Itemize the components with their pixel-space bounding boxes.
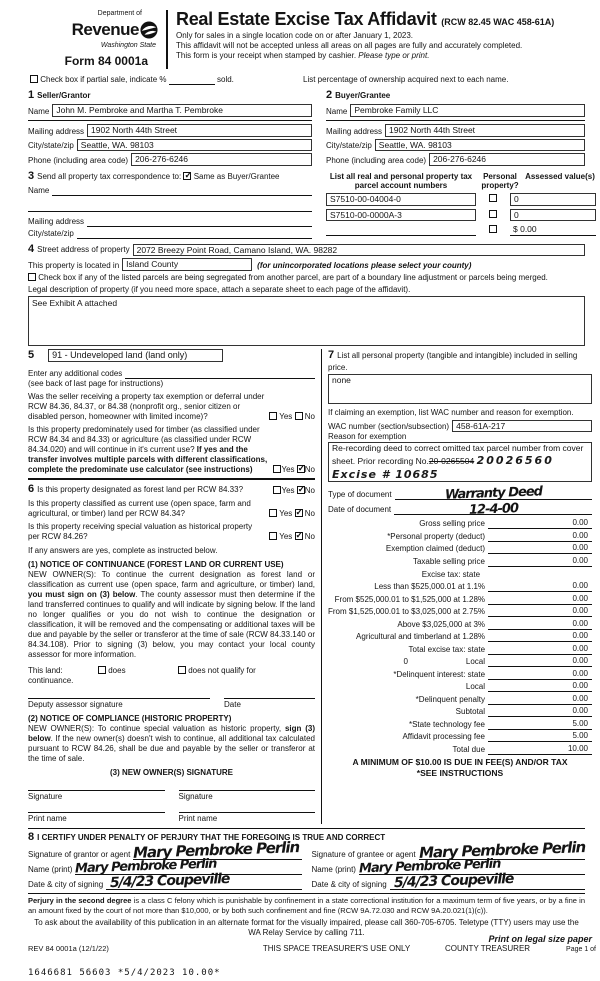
notice1-body-b: you must sign on (3) below — [28, 590, 136, 600]
exemption-fees-column — [322, 349, 592, 825]
new-owners-signature-title: (3) NEW OWNER(S) SIGNATURE — [110, 768, 233, 778]
grantee-name-handwritten: Mary Pembroke Perlin — [358, 856, 501, 877]
treasurer-space-label: THIS SPACE TREASURER'S USE ONLY — [262, 943, 411, 953]
correspondence-city-label: City/state/zip — [28, 228, 74, 238]
grantee-name-print-label: Name (print) — [311, 865, 356, 875]
section6-number: 6 — [28, 482, 35, 495]
s5-q2-text: Is this property predominately used for timber (as classified under RCW 84.34 and 84.33) or agriculture (as classified under RCW 84.34.020) and will continue in it's current use? — [28, 424, 260, 454]
fee-field-delinq-penalty[interactable] — [488, 694, 592, 705]
seller-mailing-field[interactable]: 1902 North 44th Street — [87, 124, 312, 137]
s6-q1-text: Is this property designated as forest land per RCW 84.33? — [37, 484, 244, 494]
fee-label-processing-fee: Affidavit processing fee — [402, 732, 486, 742]
owner-signature-label-1: Signature — [28, 792, 63, 802]
grantee-date-city-field[interactable] — [390, 871, 585, 892]
s6-q3-no-label: No — [304, 532, 315, 542]
page-number-note: Page 1 of — [566, 946, 596, 954]
header-note-3a: This form is your receipt when stamped by cashier. — [176, 51, 359, 60]
parcel-row — [326, 224, 596, 236]
s5-q2-yes-checkbox[interactable] — [273, 465, 281, 473]
fee-field-personal[interactable] — [488, 531, 592, 542]
s6-q1-no-checkbox[interactable] — [297, 486, 305, 494]
notice2-body-c: . If the new owner(s) doesn't wish to continue, all additional tax calculated pursuant to RCW 84.26, shall be due and payable by the seller or transferor at the time of sale. — [28, 734, 315, 764]
notice1-body-c: . The county assessor must then determine if the land transferred continues to qualify and will indicate by signing below. If the land no longer qualifies or you do not wish to continue the designation or classification, it will be removed and the compensating or additional taxes will be due and payable by the seller or transferor at the time of sale (RCW 84.33.140 or 84.34.108). Prior to signing (3) below, you may contact your local county assessor for more information. — [28, 590, 316, 660]
form-revision-label: REV 84 0001a (12/1/22) — [28, 943, 109, 953]
fee-field-tier3[interactable] — [488, 606, 592, 617]
s6-q3-text: Is this property receiving special valuation as historical property per RCW 84.26? — [28, 522, 253, 542]
page-title — [176, 10, 585, 28]
buyer-grantee-block — [320, 89, 585, 166]
s6-q3-yes-label: Yes — [279, 532, 293, 542]
buyer-name-label: Name — [326, 106, 348, 116]
deputy-assessor-signature-field[interactable] — [28, 698, 210, 710]
grantee-date-city-handwritten: 5/4/23 Coupeville — [393, 871, 514, 892]
fee-label-agricultural: Agricultural and timberland at 1.28% — [356, 632, 486, 642]
grantee-date-city-label: Date & city of signing — [311, 880, 387, 890]
land-qualify-row — [28, 666, 315, 676]
grantor-date-city-field[interactable] — [106, 871, 301, 892]
question-current-use — [28, 499, 315, 519]
local-rate-value: 0 — [403, 657, 408, 667]
dept-of-label: Department of — [97, 10, 142, 17]
section6-divider — [28, 478, 315, 480]
correspondence-block — [28, 170, 320, 239]
cashier-stamp: 1646681 56603 *5/4/2023 10.00* — [28, 967, 221, 978]
alternate-format-note: To ask about the availability of this publication in an alternate format for the visually impaired, please call 360-705-6705. Teletype (TTY) users may use the WA Relay Service by calling 711. — [34, 917, 579, 937]
notice2-body-a: NEW OWNER(S): To continue special valuation as historic property, — [28, 724, 285, 734]
grantee-signature-handwritten: Mary Pembroke Perlin — [418, 838, 586, 863]
buyer-phone-label: Phone (including area code) — [326, 155, 427, 165]
continuance-label: continuance. — [28, 676, 74, 686]
notice1-title: (1) NOTICE OF CONTINUANCE (FOREST LAND OR CURRENT USE) — [28, 560, 284, 570]
s5-q2-no-checkbox[interactable] — [297, 465, 305, 473]
owner-signature-field-1[interactable] — [28, 790, 165, 802]
grantor-name-print-label: Name (print) — [28, 865, 73, 875]
question-exemption-deferral — [28, 392, 315, 422]
perjury-body-text: is a class C felony which is punishable by confinement in a state correctional institution for a maximum term of five years, or by a fine in an amount fixed by the court of not more than $10,000, or by both such confinement and fine (RCW 9A.72.030 and RCW 9A.20.021(1)(c)). — [28, 896, 586, 915]
fee-value-processing-fee: 5.00 — [572, 731, 589, 741]
partial-sale-sold-label: sold. — [217, 74, 234, 84]
county-treasurer-label: COUNTY TREASURER — [445, 943, 531, 953]
seller-divider — [28, 120, 312, 121]
s6-q1-no-label: No — [304, 486, 315, 496]
s5-q2-bold-text: If yes and the transfer involves multiple parcels with different classifications, complete the predominate use calculator (see instructions) — [28, 444, 268, 474]
parcel-number-field-1[interactable]: S7510-00-04004-0 — [326, 193, 476, 206]
correspondence-name-label: Name — [28, 185, 50, 195]
land-does-checkbox[interactable] — [98, 666, 106, 674]
same-as-buyer-checkbox[interactable] — [183, 172, 191, 180]
personal-property-intro: List all personal property (tangible and intangible) included in selling price. — [328, 350, 578, 372]
fee-field-total-due[interactable] — [488, 744, 592, 755]
land-does-label: does — [108, 666, 126, 676]
reason-for-exemption-label: Reason for exemption — [328, 432, 407, 442]
seller-phone-label: Phone (including area code) — [28, 155, 129, 165]
question-historical — [28, 522, 315, 542]
fee-value-total-due: 10.00 — [567, 743, 589, 753]
s6-q2-no-checkbox[interactable] — [295, 509, 303, 517]
personal-property-checkbox-3[interactable] — [489, 225, 497, 233]
parcel-row — [326, 209, 596, 222]
owner-signature-row — [28, 790, 315, 802]
s6-q2-yes-label: Yes — [279, 509, 293, 519]
dor-swirl-icon — [140, 32, 158, 41]
buyer-city-field[interactable]: Seattle, WA. 98103 — [375, 139, 585, 152]
parcel-number-field-2[interactable]: S7510-00-0000A-3 — [326, 209, 476, 222]
header-note-3b: Please type or print. — [358, 51, 430, 60]
wac-number-label: WAC number (section/subsection) — [328, 422, 450, 432]
correspondence-city-field[interactable] — [77, 230, 312, 239]
excise-tax-state-header: Excise tax: state — [421, 569, 481, 579]
dor-logo — [28, 10, 166, 69]
legal-description-label: Legal description of property (if you need more space, attach a separate sheet to each page of the affidavit). — [28, 284, 411, 294]
personal-property-header: Personal property? — [481, 171, 519, 190]
fee-value-taxable: 0.00 — [572, 555, 589, 565]
section1-number: 1 — [28, 88, 35, 101]
fee-field-processing-fee[interactable] — [488, 731, 592, 742]
owner-signature-field-2[interactable] — [179, 790, 316, 802]
reason-line-1: Re-recording deed to correct omitted tax parcel number from cover — [332, 443, 584, 454]
legal-description-field[interactable]: See Exhibit A attached — [28, 296, 585, 346]
same-as-buyer-label: Same as Buyer/Grantee — [193, 171, 280, 181]
parties-section — [28, 89, 585, 166]
fee-field-tech-fee[interactable] — [488, 719, 592, 730]
s5-q2-no-label: No — [304, 464, 315, 474]
notice2-title: (2) NOTICE OF COMPLIANCE (HISTORIC PROPERTY) — [28, 714, 232, 724]
section1-title: Seller/Grantor — [37, 90, 91, 100]
fee-label-tier3: From $1,525,000.01 to $3,025,000 at 2.75% — [328, 607, 486, 617]
correspondence-mailing-field[interactable] — [87, 218, 312, 227]
correspondence-extra-field[interactable] — [28, 203, 312, 212]
s6-q1-yes-label: Yes — [281, 486, 295, 496]
section4-number: 4 — [28, 242, 35, 255]
personal-property-checkbox-1[interactable] — [489, 194, 497, 202]
notice1-body — [28, 570, 315, 660]
fee-value-agricultural: 0.00 — [572, 631, 589, 641]
fees-table — [328, 518, 592, 778]
date-of-document-field[interactable] — [394, 501, 592, 519]
fee-label-gross: Gross selling price — [419, 519, 486, 529]
fee-label-taxable: Taxable selling price — [412, 556, 486, 566]
grantor-signature-handwritten: Mary Pembroke Perlin — [133, 838, 300, 863]
washington-state-label: Washington State — [100, 41, 156, 49]
fee-value-gross: 0.00 — [572, 518, 589, 528]
fee-field-tier4[interactable] — [488, 619, 592, 630]
fee-value-delinq-interest: 0.00 — [572, 668, 589, 678]
partial-sale-percent-field[interactable] — [169, 76, 215, 85]
segregated-checkbox[interactable] — [28, 273, 36, 281]
fee-label-subtotal: Subtotal — [455, 707, 486, 717]
grantee-signing-block — [311, 838, 586, 892]
correspondence-mailing-label: Mailing address — [28, 216, 85, 226]
s6-q2-text: Is this property classified as current use (open space, farm and agricultural, or timber) land per RCW 84.34? — [28, 499, 251, 519]
fee-field-local2[interactable] — [488, 681, 592, 692]
property-section — [28, 243, 585, 346]
print-legal-size-note: Print on legal size paper — [488, 934, 592, 944]
grantor-date-city-handwritten: 5/4/23 Coupeville — [109, 871, 230, 892]
form-number: Form 84 0001a — [64, 53, 148, 68]
fee-value-local1: 0.00 — [572, 656, 589, 666]
section5-number: 5 — [28, 348, 35, 361]
seller-city-field[interactable]: Seattle, WA. 98103 — [77, 139, 312, 152]
fee-value-local2: 0.00 — [572, 681, 589, 691]
fee-label-total-due: Total due — [452, 744, 486, 754]
ownership-percentage-note: List percentage of ownership acquired next to each name. — [303, 74, 509, 84]
street-address-label: Street address of property — [37, 244, 130, 254]
segregated-label: Check box if any of the listed parcels are being segregated from another parcel, are part of a boundary line adjustment or parcels being merged. — [38, 272, 548, 282]
s6-q2-no-label: No — [304, 509, 315, 519]
partial-sale-checkbox[interactable] — [30, 75, 38, 83]
fee-field-total-state[interactable] — [488, 644, 592, 655]
fee-value-exemption: 0.00 — [572, 543, 589, 553]
grantor-signature-label: Signature of grantor or agent — [28, 850, 131, 860]
section3-number: 3 — [28, 169, 35, 182]
fee-label-delinq-penalty: *Delinquent penalty — [415, 694, 486, 704]
reason-for-exemption-field[interactable] — [328, 442, 592, 482]
grantor-signing-block — [28, 838, 312, 892]
reason-line-2-text: sheet. Prior recording No. — [332, 455, 429, 466]
form-title-text: Real Estate Excise Tax Affidavit — [176, 9, 437, 29]
fee-field-delinq-interest[interactable] — [488, 669, 592, 680]
seller-grantor-block — [28, 89, 320, 166]
assessed-values-header: Assessed value(s) — [525, 171, 595, 181]
date-of-document-label: Date of document — [328, 505, 392, 515]
correspondence-parcels-section — [28, 169, 595, 239]
form-header — [28, 10, 585, 69]
notice2-body-b: sign (3) below — [28, 724, 315, 744]
county-field[interactable]: Island County — [122, 258, 252, 271]
perjury-notice — [28, 893, 585, 915]
title-block — [168, 10, 585, 61]
see-instructions-note: *SEE INSTRUCTIONS — [416, 767, 504, 778]
seller-name-label: Name — [28, 106, 50, 116]
deputy-assessor-label: Deputy assessor signature — [28, 700, 123, 710]
header-subtext — [176, 31, 585, 61]
if-any-yes-note: If any answers are yes, complete as instructed below. — [28, 546, 218, 556]
question-predominate-use — [28, 425, 315, 475]
land-use-code-field[interactable]: 91 - Undeveloped land (land only) — [48, 349, 223, 362]
section3-label: Send all property tax correspondence to: — [37, 171, 182, 181]
section2-title: Buyer/Grantee — [335, 90, 391, 100]
perjury-bold-text: Perjury in the second degree — [28, 896, 132, 906]
land-does-not-checkbox[interactable] — [178, 666, 186, 674]
assessed-value-field-3[interactable]: $ 0.00 — [510, 224, 596, 236]
fee-value-tier1: 0.00 — [572, 581, 589, 591]
excise-number-handwritten: Excise # 10685 — [332, 467, 439, 481]
fee-label-tier2: From $525,000.01 to $1,525,000 at 1.28% — [334, 594, 486, 604]
wac-number-field[interactable]: 458-61A-217 — [452, 420, 592, 433]
partial-sale-label: Check box if partial sale, indicate % — [40, 74, 167, 84]
assessed-value-field-2[interactable]: 0 — [510, 209, 596, 222]
assessor-signature-row — [28, 698, 315, 710]
buyer-name-field[interactable]: Pembroke Family LLC — [350, 104, 585, 117]
buyer-mailing-field[interactable]: 1902 North 44th Street — [385, 124, 585, 137]
assessor-date-field[interactable] — [224, 698, 315, 710]
buyer-city-label: City/state/zip — [326, 141, 372, 151]
use-questions-column — [28, 349, 322, 825]
fee-field-agricultural[interactable] — [488, 631, 592, 642]
personal-property-checkbox-2[interactable] — [489, 210, 497, 218]
s5-q1-text: Was the seller receiving a property tax exemption or deferral under RCW 84.36, 84.37, or 84.38 (nonprofit org., senior citizen or disabled person, homeowner with limited income)? — [28, 391, 265, 421]
fee-field-exemption[interactable] — [488, 543, 592, 554]
additional-codes-note: (see back of last page for instructions) — [28, 378, 164, 388]
parcel-number-field-3[interactable] — [326, 225, 476, 236]
fee-value-tier4: 0.00 — [572, 618, 589, 628]
additional-codes-label: Enter any additional codes — [28, 368, 123, 378]
buyer-phone-field[interactable]: 206-276-6246 — [429, 153, 585, 166]
header-note-3 — [176, 51, 585, 61]
s6-q3-no-checkbox[interactable] — [295, 532, 303, 540]
fee-value-personal: 0.00 — [572, 530, 589, 540]
owner-printname-field-2[interactable] — [179, 812, 316, 824]
s5-q1-yes-checkbox[interactable] — [269, 412, 277, 420]
section7-number: 7 — [328, 348, 335, 361]
s5-q1-no-checkbox[interactable] — [295, 412, 303, 420]
question-forest-land — [28, 483, 315, 497]
date-of-document-handwritten: 12-4-00 — [468, 501, 518, 519]
this-land-label: This land: — [28, 666, 63, 676]
s5-q1-no-label: No — [304, 411, 315, 421]
buyer-mailing-label: Mailing address — [326, 126, 383, 136]
grantor-date-city-label: Date & city of signing — [28, 880, 104, 890]
owner-printname-field-1[interactable] — [28, 812, 165, 824]
header-note-1: Only for sales in a single location code on or after January 1, 2023. — [176, 31, 414, 40]
street-address-field[interactable]: 2072 Breezy Point Road, Camano Island, WA. 98282 — [133, 244, 585, 257]
personal-property-field[interactable]: none — [328, 374, 592, 404]
minimum-due-note: A MINIMUM OF $10.00 IS DUE IN FEE(S) AND/OR TAX — [352, 756, 568, 767]
parcels-header — [326, 172, 596, 190]
buyer-divider — [326, 120, 585, 121]
fee-label-exemption: Exemption claimed (deduct) — [385, 544, 486, 554]
parcel-row — [326, 193, 596, 206]
county-note: (for unincorporated locations please select your county) — [257, 260, 472, 270]
prior-recording-struck: 20-0265504 — [428, 455, 475, 466]
fee-value-total-state: 0.00 — [572, 643, 589, 653]
partial-sale-left — [30, 75, 234, 85]
fee-value-tier2: 0.00 — [572, 593, 589, 603]
type-of-document-field[interactable] — [395, 484, 592, 504]
seller-phone-field[interactable]: 206-276-6246 — [131, 153, 312, 166]
fee-field-local1[interactable] — [488, 656, 592, 667]
print-note-block — [488, 934, 596, 955]
s6-q3-yes-checkbox[interactable] — [269, 532, 277, 540]
seller-mailing-label: Mailing address — [28, 126, 85, 136]
fee-label-tech-fee: *State technology fee — [408, 719, 486, 729]
fee-field-taxable[interactable] — [488, 556, 592, 567]
notice1-body-a: NEW OWNER(S): To continue the current designation as forest land or classification as current use (open space, farm and agriculture, or timber) land, — [28, 570, 315, 590]
located-in-label: This property is located in — [28, 260, 120, 270]
certification-section — [28, 828, 585, 890]
fee-value-tech-fee: 5.00 — [572, 718, 589, 728]
s6-q2-yes-checkbox[interactable] — [269, 509, 277, 517]
fee-label-tier4: Above $3,025,000 at 3% — [397, 619, 486, 629]
assessor-date-label: Date — [224, 700, 241, 710]
fee-label-total-state: Total excise tax: state — [408, 644, 486, 654]
parcel-numbers-header: List all real and personal property tax parcel account numbers — [329, 171, 473, 190]
fee-label-personal: *Personal property (deduct) — [387, 531, 486, 541]
owner-printname-label-1: Print name — [28, 814, 67, 824]
grantee-signature-label: Signature of grantee or agent — [311, 850, 416, 860]
section2-number: 2 — [326, 88, 333, 101]
seller-name-field[interactable]: John M. Pembroke and Martha T. Pembroke — [52, 104, 312, 117]
exemption-note: If claiming an exemption, list WAC number and reason for exemption. — [328, 407, 574, 417]
certify-statement: I CERTIFY UNDER PENALTY OF PERJURY THAT THE FOREGOING IS TRUE AND CORRECT — [37, 833, 386, 843]
additional-codes-field[interactable] — [125, 370, 315, 379]
seller-city-label: City/state/zip — [28, 141, 74, 151]
revenue-wordmark: Revenue — [71, 19, 139, 39]
owner-printname-row — [28, 812, 315, 824]
assessed-value-field-1[interactable]: 0 — [510, 193, 596, 206]
partial-sale-row — [30, 75, 585, 85]
fee-value-tier3: 0.00 — [572, 606, 589, 616]
fee-field-subtotal[interactable] — [488, 706, 592, 717]
prior-recording-handwritten: 20026560 — [476, 453, 554, 467]
type-of-document-label: Type of document — [328, 490, 392, 500]
notice2-body — [28, 724, 315, 764]
type-of-document-handwritten: Warranty Deed — [444, 484, 543, 504]
owner-signature-label-2: Signature — [178, 792, 213, 802]
section8-number: 8 — [28, 831, 35, 844]
land-does-not-label: does not qualify for — [188, 666, 256, 676]
fee-label-local1: Local — [465, 657, 486, 667]
form-rcw-ref: (RCW 82.45 WAC 458-61A) — [441, 17, 555, 27]
s5-q1-yes-label: Yes — [279, 411, 293, 421]
grantor-name-handwritten: Mary Pembroke Perlin — [75, 856, 218, 877]
reason-line-2 — [332, 454, 588, 468]
fee-value-delinq-penalty: 0.00 — [572, 693, 589, 703]
fee-label-tier1: Less than $525,000.01 at 1.1% — [374, 582, 486, 592]
parcels-block — [320, 170, 596, 239]
fee-label-local2: Local — [465, 682, 486, 692]
header-note-2: This affidavit will not be accepted unless all areas on all pages are fully and accurately completed. — [176, 41, 523, 50]
s5-q2-yes-label: Yes — [281, 464, 295, 474]
fee-label-delinq-interest: *Delinquent interest: state — [393, 669, 486, 679]
correspondence-name-field[interactable] — [52, 187, 312, 196]
s6-q1-yes-checkbox[interactable] — [273, 486, 281, 494]
main-columns — [28, 348, 589, 825]
fee-field-tier1[interactable] — [488, 581, 592, 592]
owner-printname-label-2: Print name — [178, 814, 218, 824]
fee-field-gross[interactable] — [488, 518, 592, 529]
fee-value-subtotal: 0.00 — [572, 706, 589, 716]
fee-field-tier2[interactable] — [488, 594, 592, 605]
